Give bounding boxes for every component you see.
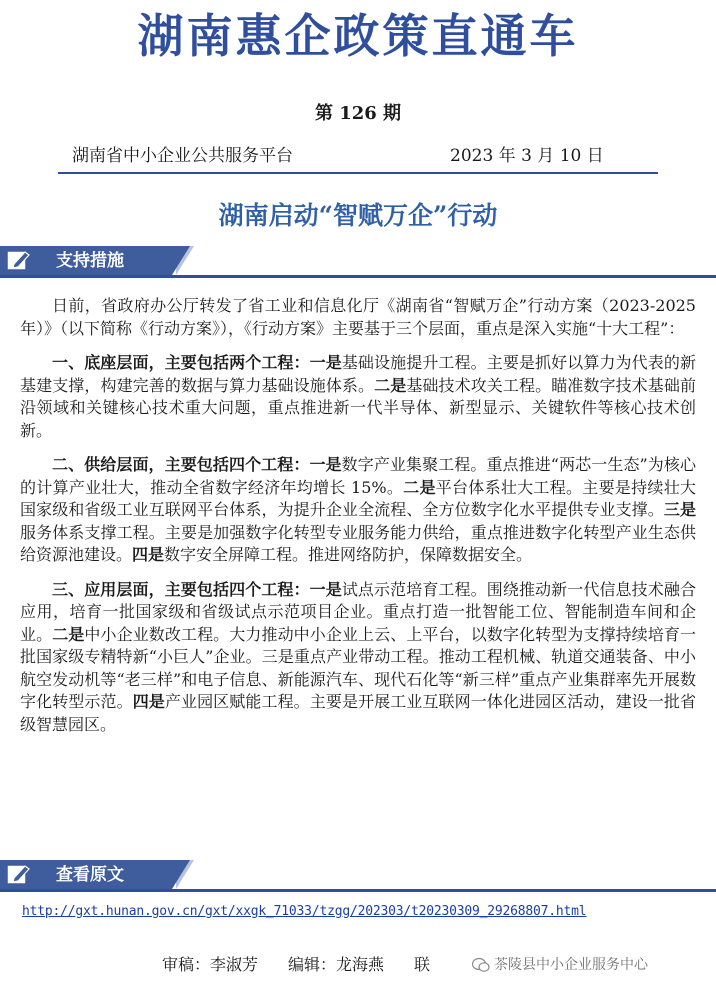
intro-paragraph: 日前，省政府办公厅转发了省工业和信息化厅《湖南省“智赋万企”行动方案（2023-2025 年）》（以下简称《行动方案》），《行动方案》主要基于三个层面，重点是深入实施“十大工程”：	[20, 296, 696, 338]
editor: 编辑：龙海燕	[288, 955, 385, 974]
section-bar-source	[0, 860, 716, 892]
paragraph-supply: 二、供给层面，主要包括四个工程：一是数字产业集聚工程。重点推进“两芯一生态”为核心的计算产业壮大，推动全省数字经济年均增长 15%。二是平台体系壮大工程。主要是持续壮大国家级和省级工业互联网平台体系，为提升企业全流程、全方位数字化水平提供专业支撑。三是服务体系支撑工程。主要是加强数字化转型专业服务能力供给，重点推进数字化转型产业生态供给资源池建设。四是数字安全屏障工程。推进网络防护，保障数据安全。	[20, 455, 696, 564]
publisher-name: 湖南省中小企业公共服务平台	[72, 146, 293, 166]
section-bar-support	[0, 246, 716, 278]
header-divider	[58, 172, 658, 174]
section-underline	[0, 889, 716, 892]
masthead-title: 湖南惠企政策直通车	[137, 9, 579, 63]
section-label-source: 查看原文	[56, 865, 124, 885]
section-underline	[0, 275, 716, 278]
publish-date: 2023 年 3 月 10 日	[450, 146, 604, 166]
pencil-icon	[6, 248, 32, 272]
section-label-support: 支持措施	[56, 251, 124, 271]
wechat-icon	[472, 957, 490, 973]
paragraph-application: 三、应用层面，主要包括四个工程：一是试点示范培育工程。围绕推动新一代信息技术融合应用，培育一批国家级和省级试点示范项目企业。重点打造一批智能工位、智能制造车间和企业。二是中小企业数改工程。大力推动中小企业上云、上平台，以数字化转型为支撑持续培育一批国家级专精特新“小巨人”企业。三是重点产业带动工程。推动工程机械、轨道交通装备、中小航空发动机等“老三样”和电子信息、新能源汽车、现代石化等“新三样”重点产业集群率先开展数字化转型示范。四是产业园区赋能工程。主要是开展工业互联网一体化进园区活动，建设一批省级智慧园区。	[20, 579, 696, 734]
issue-number: 第 126 期	[314, 103, 402, 124]
article-body	[20, 295, 696, 736]
watermark-text: 茶陵县中小企业服务中心	[494, 957, 648, 973]
watermark	[472, 954, 648, 976]
source-link[interactable]: http://gxt.hunan.gov.cn/gxt/xxgk_71033/tzgg/202303/t20230309_29268807.html	[22, 904, 587, 919]
article-headline: 湖南启动“智赋万企”行动	[218, 201, 498, 230]
reviewer: 审稿：李淑芳	[162, 955, 259, 974]
contact: 联	[414, 955, 431, 974]
paragraph-foundation: 一、底座层面，主要包括两个工程：一是基础设施提升工程。主要是抓好以算力为代表的新基建支撑，构建完善的数据与算力基础设施体系。二是基础技术攻关工程。瞄准数字技术基础前沿领域和关键核心技术重大问题，重点推进新一代半导体、新型显示、关键软件等核心技术创新。	[20, 353, 696, 440]
credits-line	[162, 954, 460, 976]
pencil-icon	[6, 862, 32, 886]
